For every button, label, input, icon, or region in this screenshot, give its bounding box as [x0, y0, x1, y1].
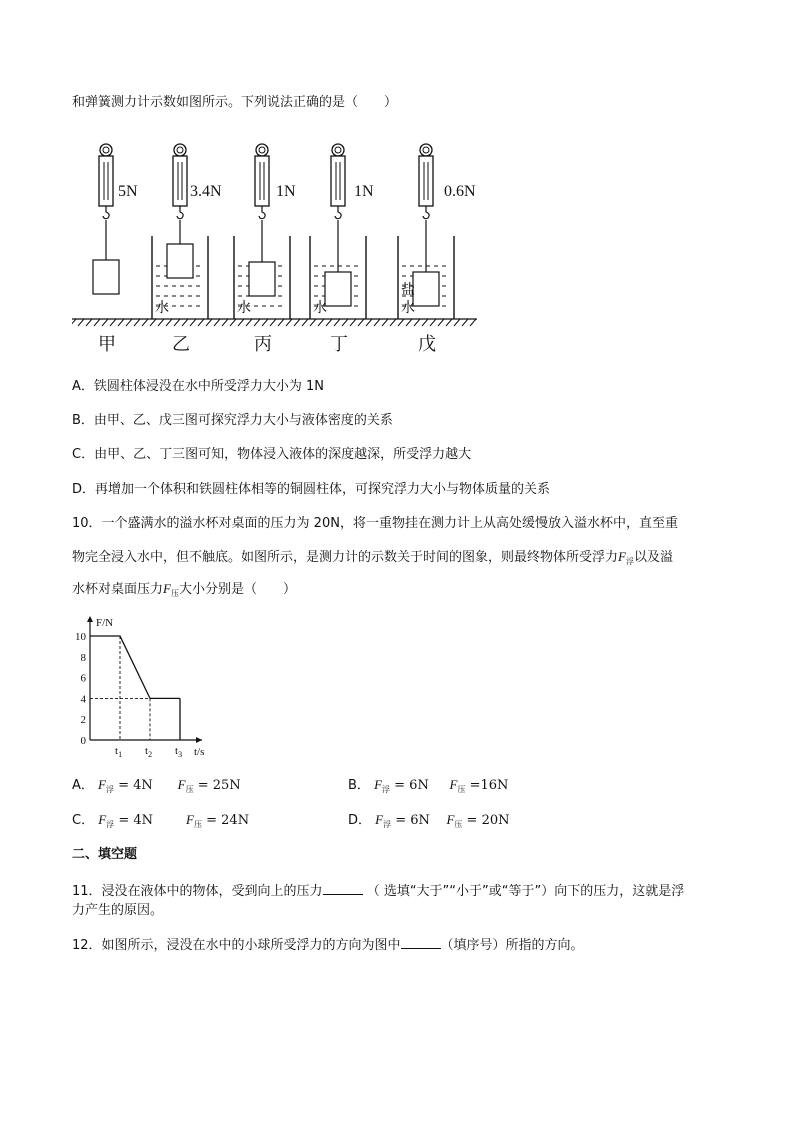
q9-option-c: C．由甲、乙、丁三图可知，物体浸入液体的深度越深，所受浮力越大 [72, 447, 472, 462]
setup-0 [93, 144, 138, 355]
y-tick-label: 8 [80, 651, 86, 664]
q10-option-a: A． $F_浮 = 4N$ $F_压 = 25N$ [72, 777, 241, 794]
force-time-chart [72, 612, 232, 762]
liquid-label: 水 [237, 300, 251, 316]
scale-reading: 1N [276, 183, 296, 200]
liquid-label: 水 [313, 300, 327, 316]
x-tick-label: $t_3$ [175, 745, 183, 759]
q12-blank[interactable] [401, 936, 441, 949]
f-press-symbol: $F_压$ [163, 581, 179, 598]
q10-line1: 10．一个盛满水的溢水杯对桌面的压力为 20N，将一重物挂在测力计上从高处缓慢放入溢水杯中，直至重 [72, 516, 678, 531]
liquid-label: 盐 [401, 282, 415, 298]
setup-3 [310, 144, 374, 355]
x-tick-label: $t_2$ [145, 745, 153, 759]
liquid-label: 水 [401, 300, 415, 316]
y-axis-label: F/N [96, 617, 114, 629]
q10-line2: 物完全浸入水中，但不触底。如图所示，是测力计的示数关于时间的图象，则最终物体所受浮力$F_浮$以及溢 [72, 549, 673, 566]
q11-blank[interactable] [323, 882, 363, 895]
scale-reading: 1N [354, 183, 374, 200]
q9-intro: 和弹簧测力计示数如图所示。下列说法正确的是（ ） [72, 95, 398, 110]
q10-line3: 水杯对桌面压力$F_压$大小分别是（ ） [72, 581, 296, 598]
q11-line1: 11．浸没在液体中的物体，受到向上的压力 （ 选填“大于”“小于”或“等于”）向下的压力，这就是浮 [72, 884, 685, 899]
y-tick-label: 4 [80, 693, 86, 706]
y-tick-label: 10 [75, 631, 86, 643]
scale-reading: 5N [118, 183, 138, 200]
q9-figure [72, 138, 492, 358]
x-axis-arrow [196, 737, 202, 743]
f-float-symbol: $F_浮$ [618, 549, 634, 566]
y-tick-label: 0 [80, 735, 86, 747]
q9-option-d: D．再增加一个体积和铁圆柱体相等的铜圆柱体，可探究浮力大小与物体质量的关系 [72, 482, 551, 497]
q10-option-b: B． $F_浮 = 6N$ $F_压 =16N$ [348, 777, 509, 794]
q11-line2: 力产生的原因。 [72, 903, 164, 918]
setup-label: 乙 [172, 334, 190, 355]
y-axis-arrow [87, 616, 93, 622]
y-tick-label: 2 [80, 714, 86, 727]
q10-option-d: D． $F_浮 = 6N$ $F_压 = 20N$ [348, 812, 510, 829]
q10-option-c: C． $F_浮 = 4N$ $F_压 = 24N$ [72, 812, 250, 829]
scale-reading: 0.6N [444, 183, 476, 200]
series-line [90, 636, 180, 698]
q12: 12．如图所示，浸没在水中的小球所受浮力的方向为图中 （填序号）所指的方向。 [72, 938, 584, 953]
setup-label: 甲 [98, 334, 116, 355]
setup-2 [234, 144, 296, 355]
section-title: 二、填空题 [72, 847, 138, 862]
liquid-label: 水 [155, 300, 169, 316]
setup-1 [152, 144, 222, 355]
setup-label: 戊 [418, 334, 436, 355]
q9-option-b: B．由甲、乙、戊三图可探究浮力大小与液体密度的关系 [72, 413, 393, 428]
y-tick-label: 6 [80, 672, 86, 685]
x-tick-label: $t_1$ [115, 745, 123, 759]
setup-label: 丙 [254, 334, 272, 355]
scale-reading: 3.4N [190, 183, 222, 200]
x-axis-label: t/s [194, 746, 205, 758]
q9-option-a: A．铁圆柱体浸没在水中所受浮力大小为 1N [72, 379, 325, 394]
setup-label: 丁 [330, 334, 348, 355]
